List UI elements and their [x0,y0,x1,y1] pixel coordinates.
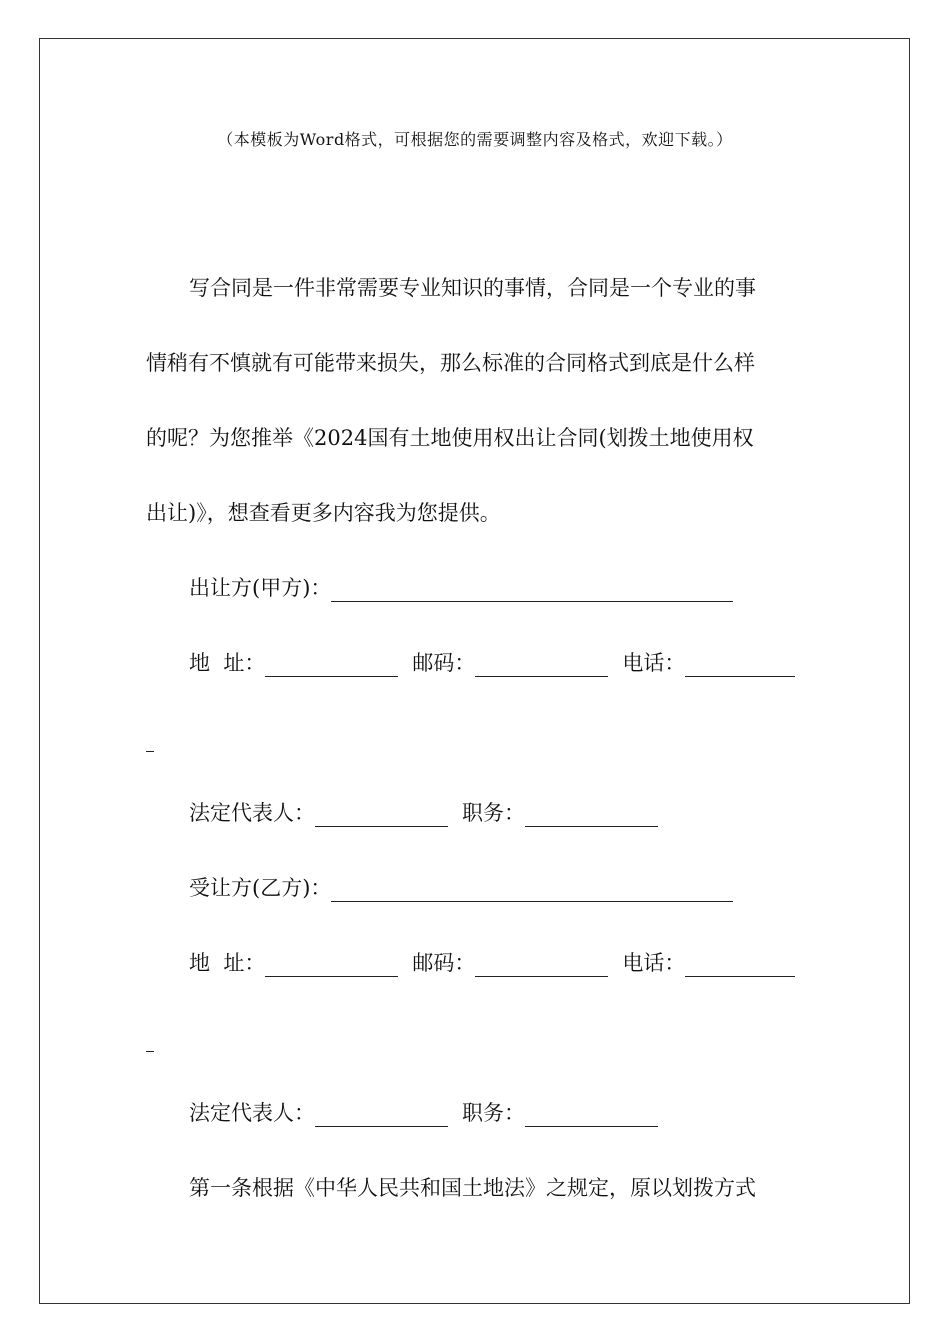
party-a-row [189,574,733,602]
party-b-label: 受让方(乙方)： [189,876,332,900]
intro-line-4: 出让)》，想查看更多内容我为您提供。 [146,501,501,525]
address-blank[interactable] [265,954,398,977]
party-b-phone-continuation [146,1024,154,1052]
article-1-line: 第一条根据《中华人民共和国土地法》之规定，原以划拨方式 [189,1176,756,1200]
rep-label: 法定代表人： [189,1101,315,1125]
party-a-label: 出让方(甲方)： [189,576,332,600]
address-blank[interactable] [265,654,398,677]
title-label: 职务： [462,1101,525,1125]
phone-blank-tail[interactable] [146,729,154,752]
phone-blank-tail[interactable] [146,1029,154,1052]
address-label: 地 址： [189,651,266,675]
title-blank[interactable] [525,1104,658,1127]
rep-label: 法定代表人： [189,801,315,825]
address-label: 地 址： [189,951,266,975]
party-b-row [189,874,733,902]
party-b-name-blank[interactable] [331,879,733,902]
title-blank[interactable] [525,804,658,827]
party-a-phone-continuation [146,724,154,752]
intro-line-2: 情稍有不慎就有可能带来损失，那么标准的合同格式到底是什么样 [146,351,755,375]
title-label: 职务： [462,801,525,825]
intro-line-1: 写合同是一件非常需要专业知识的事情，合同是一个专业的事 [189,276,756,300]
intro-line-3: 的呢？为您推举《2024国有土地使用权出让合同(划拨土地使用权 [146,426,754,450]
postcode-label: 邮码： [412,951,476,975]
party-b-rep-row [189,1099,658,1127]
party-a-address-row [189,649,795,677]
phone-blank[interactable] [685,954,795,977]
template-note: （本模板为Word格式，可根据您的需要调整内容及格式，欢迎下载。） [217,130,733,149]
phone-label: 电话： [622,651,686,675]
party-a-name-blank[interactable] [331,579,733,602]
party-a-rep-row [189,799,658,827]
party-b-address-row [189,949,795,977]
phone-label: 电话： [622,951,686,975]
rep-blank[interactable] [315,1104,448,1127]
postcode-blank[interactable] [475,654,608,677]
postcode-blank[interactable] [475,954,608,977]
postcode-label: 邮码： [412,651,476,675]
phone-blank[interactable] [685,654,795,677]
rep-blank[interactable] [315,804,448,827]
